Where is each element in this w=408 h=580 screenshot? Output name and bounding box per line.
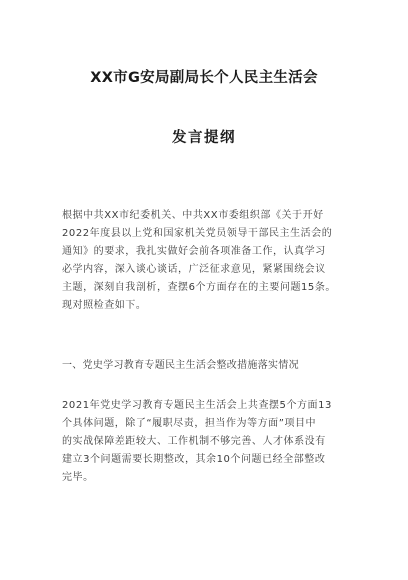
paragraph-line: 2021年党史学习教育专题民主生活会上共查摆5个方面13 [62, 400, 332, 411]
section-paragraph [62, 397, 362, 487]
paragraph-line: 建立3个问题需要长期整改，其余10个问题已经全部整改 [62, 454, 326, 465]
paragraph-line: 的实战保障差距较大、工作机制不够完善、人才体系没有 [62, 436, 326, 447]
document-subtitle: 发言提纲 [172, 130, 236, 146]
paragraph-line: 完毕。 [62, 472, 94, 483]
paragraph-line: 个具体问题，除了“履职尽责，担当作为等方面”项目中 [62, 418, 317, 429]
document-title: XX市G安局副局长个人民主生活会 [90, 70, 318, 86]
paragraph-line: 2022年度县以上党和国家机关党员领导干部民主生活会的 [62, 228, 333, 239]
paragraph-line: 必学内容，深入谈心谈话，广泛征求意见，紧紧围绕会议 [62, 264, 326, 275]
intro-paragraph [62, 207, 362, 315]
paragraph-line: 主题，深刻自我剖析，查摆6个方面存在的主要问题15条。 [62, 282, 336, 293]
paragraph-line: 根据中共XX市纪委机关、中共XX市委组织部《关于开好 [62, 210, 324, 221]
section-heading: 一、党史学习教育专题民主生活会整改措施落实情况 [62, 360, 299, 371]
paragraph-line: 现对照检查如下。 [62, 300, 147, 311]
paragraph-line: 通知》的要求，我扎实做好会前各项准备工作，认真学习 [62, 246, 326, 257]
